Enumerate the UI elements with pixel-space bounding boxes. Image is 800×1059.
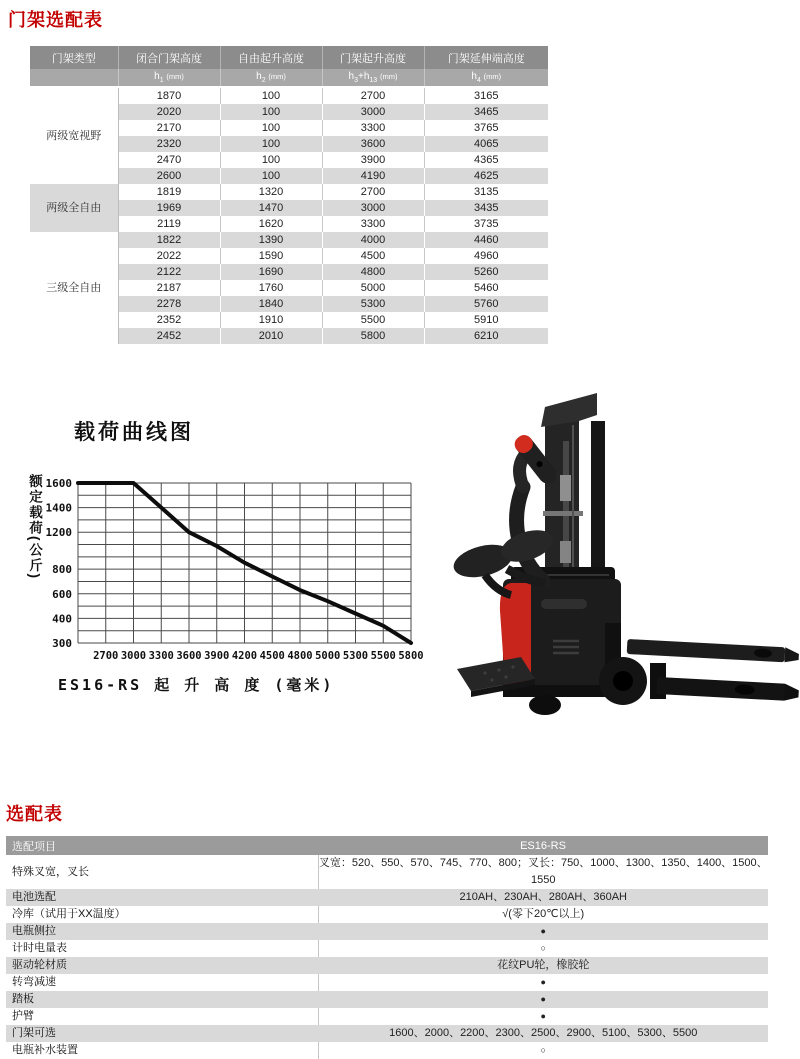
load-chart-x-axis-label: ES16-RS 起 升 高 度 (毫米): [58, 676, 335, 694]
mast-type-cell: 两级宽视野: [30, 87, 118, 184]
option-item-value: ●: [540, 977, 546, 987]
options-header-row: [6, 836, 768, 855]
mast-value-cell: 1620: [220, 216, 322, 232]
option-item-label: 驱动轮材质: [6, 957, 318, 974]
mast-table-head: [30, 46, 548, 87]
mast-value-cell: 5300: [322, 296, 424, 312]
mast-value-cell: 100: [220, 152, 322, 168]
mast-value-cell: 1910: [220, 312, 322, 328]
mast-value-cell: 2320: [118, 136, 220, 152]
mast-subcolumn-header: $h_3+h_{13}$ (mm): [322, 69, 424, 87]
options-table-body: [6, 855, 768, 1059]
mast-value-cell: 2020: [118, 104, 220, 120]
mast-value-cell: 2470: [118, 152, 220, 168]
y-tick-label: 1400: [45, 501, 72, 515]
mast-value-cell: 4500: [322, 248, 424, 264]
mast-value-cell: 5800: [322, 328, 424, 344]
mast-value-cell: 3900: [322, 152, 424, 168]
options-table-row: [6, 1025, 768, 1042]
mast-value-cell: 3600: [322, 136, 424, 152]
mast-value-cell: 3765: [424, 120, 548, 136]
product-image: [445, 383, 800, 728]
option-item-label: 踏板: [6, 991, 318, 1008]
options-table: [6, 836, 768, 1059]
mast-value-cell: 4000: [322, 232, 424, 248]
x-tick-label: 4800: [287, 650, 313, 662]
mast-value-cell: 1840: [220, 296, 322, 312]
mast-value-cell: 5260: [424, 264, 548, 280]
mast-value-cell: 4625: [424, 168, 548, 184]
y-tick-label: 1600: [45, 477, 72, 490]
mast-value-cell: 5910: [424, 312, 548, 328]
mast-value-cell: 5760: [424, 296, 548, 312]
option-item-label: 特殊叉宽，叉长: [6, 855, 318, 889]
mast-subcolumn-header: [30, 69, 118, 87]
mast-table-row: [30, 87, 548, 104]
option-item-label: 计时电量表: [6, 940, 318, 957]
mast-value-cell: 1320: [220, 184, 322, 200]
x-tick-label: 5300: [342, 650, 369, 662]
option-item-label: 电池选配: [6, 889, 318, 906]
mast-subcolumn-header: $h_4$ (mm): [424, 69, 548, 87]
mast-header-row: [30, 46, 548, 69]
mast-value-cell: 1390: [220, 232, 322, 248]
mast-value-cell: 4960: [424, 248, 548, 264]
mast-value-cell: 2452: [118, 328, 220, 344]
x-tick-label: 2700: [93, 650, 119, 662]
mast-value-cell: 3165: [424, 87, 548, 104]
mast-value-cell: 3000: [322, 104, 424, 120]
mast-value-cell: 2352: [118, 312, 220, 328]
stacker-forks: [599, 623, 799, 705]
x-tick-label: 5800: [398, 650, 424, 662]
mast-value-cell: 100: [220, 87, 322, 104]
option-item-label: 护臂: [6, 1008, 318, 1025]
mast-value-cell: 4365: [424, 152, 548, 168]
mast-value-cell: 5500: [322, 312, 424, 328]
options-table-row: [6, 1008, 768, 1025]
mast-value-cell: 2170: [118, 120, 220, 136]
options-table-row: [6, 957, 768, 974]
mast-type-cell: 三级全自由: [30, 232, 118, 344]
mast-value-cell: 1690: [220, 264, 322, 280]
option-item-label: 电瓶补水装置: [6, 1042, 318, 1059]
mast-table-body: [30, 87, 548, 344]
y-tick-label: 800: [52, 563, 72, 577]
option-item-value: 1600、2000、2200、2300、2500、2900、5100、5300、5500: [389, 1027, 698, 1039]
mast-value-cell: 2010: [220, 328, 322, 344]
mast-type-cell: 两级全自由: [30, 184, 118, 232]
mast-value-cell: 3300: [322, 216, 424, 232]
mast-value-cell: 5460: [424, 280, 548, 296]
mast-value-cell: 2700: [322, 184, 424, 200]
options-table-row: [6, 940, 768, 957]
mast-value-cell: 1470: [220, 200, 322, 216]
mast-value-cell: 4800: [322, 264, 424, 280]
mast-value-cell: 3435: [424, 200, 548, 216]
mast-table-row: [30, 232, 548, 248]
mast-options-table: [30, 46, 548, 344]
mast-table-row: [30, 184, 548, 200]
mast-value-cell: 1819: [118, 184, 220, 200]
option-item-value: 花纹PU轮，橡胶轮: [497, 959, 590, 971]
load-chart-title: 载荷曲线图: [74, 421, 194, 444]
mast-value-cell: 3300: [322, 120, 424, 136]
options-table-row: [6, 889, 768, 906]
mast-value-cell: 1822: [118, 232, 220, 248]
option-item-value: 叉宽：520、550、570、745、770、800；叉长：750、1000、1300、1350、1400、1500、1550: [318, 857, 768, 886]
x-tick-label: 4200: [231, 650, 258, 662]
mast-value-cell: 2700: [322, 87, 424, 104]
mast-column-header: 门架类型: [30, 46, 118, 69]
options-model-column-header: ES16-RS: [318, 836, 768, 855]
options-table-head: [6, 836, 768, 855]
option-item-value: ●: [540, 994, 546, 1004]
mast-value-cell: 3135: [424, 184, 548, 200]
mast-value-cell: 2187: [118, 280, 220, 296]
mast-value-cell: 2600: [118, 168, 220, 184]
option-item-value: 210AH、230AH、280AH、360AH: [459, 891, 628, 903]
mast-value-cell: 3735: [424, 216, 548, 232]
mast-column-header: 门架起升高度: [322, 46, 424, 69]
mast-value-cell: 3000: [322, 200, 424, 216]
option-item-label: 转弯减速: [6, 974, 318, 991]
option-item-value: ●: [540, 1011, 546, 1021]
x-tick-label: 3300: [148, 650, 174, 662]
mast-column-header: 闭合门架高度: [118, 46, 220, 69]
mast-table-title: 门架选配表: [8, 10, 103, 30]
option-item-value: √(零下20℃以上): [502, 908, 585, 920]
mast-value-cell: 100: [220, 104, 322, 120]
option-item-label: 门架可选: [6, 1025, 318, 1042]
mast-value-cell: 5000: [322, 280, 424, 296]
mast-column-header: 自由起升高度: [220, 46, 322, 69]
mast-subcolumn-header: $h_2$ (mm): [220, 69, 322, 87]
x-tick-label: 4500: [259, 650, 285, 662]
load-chart-y-axis-label: 额定载荷(公斤): [27, 474, 42, 580]
mast-value-cell: 1760: [220, 280, 322, 296]
option-item-value: ●: [540, 926, 546, 936]
mast-value-cell: 100: [220, 120, 322, 136]
mast-value-cell: 2122: [118, 264, 220, 280]
y-tick-label: 300: [52, 637, 72, 650]
y-tick-label: 1200: [45, 526, 72, 540]
y-tick-label: 400: [52, 612, 72, 626]
options-table-row: [6, 923, 768, 940]
mast-subcolumn-header: $h_1$ (mm): [118, 69, 220, 87]
x-tick-label: 3000: [120, 650, 147, 662]
mast-value-cell: 4065: [424, 136, 548, 152]
options-table-row: [6, 991, 768, 1008]
mast-subheader-row: [30, 69, 548, 87]
option-item-value: ○: [540, 943, 546, 953]
options-table-row: [6, 974, 768, 991]
x-tick-label: 3900: [204, 650, 230, 662]
x-tick-label: 3600: [176, 650, 202, 662]
mast-column-header: 门架延伸端高度: [424, 46, 548, 69]
mast-value-cell: 6210: [424, 328, 548, 344]
options-table-row: [6, 855, 768, 889]
mast-value-cell: 1870: [118, 87, 220, 104]
mast-value-cell: 3465: [424, 104, 548, 120]
option-item-value: ○: [540, 1045, 546, 1055]
option-item-label: 冷库（试用于XX温度）: [6, 906, 318, 923]
mast-value-cell: 1590: [220, 248, 322, 264]
y-tick-label: 600: [52, 587, 72, 601]
x-tick-label: 5000: [315, 650, 341, 662]
options-table-row: [6, 906, 768, 923]
mast-value-cell: 100: [220, 136, 322, 152]
options-item-column-header: 选配项目: [6, 836, 318, 855]
mast-value-cell: 2022: [118, 248, 220, 264]
mast-value-cell: 2119: [118, 216, 220, 232]
mast-value-cell: 4460: [424, 232, 548, 248]
mast-value-cell: 100: [220, 168, 322, 184]
options-table-title: 选配表: [6, 804, 63, 824]
mast-value-cell: 2278: [118, 296, 220, 312]
options-table-row: [6, 1042, 768, 1059]
mast-value-cell: 4190: [322, 168, 424, 184]
load-curve-chart: [24, 455, 426, 673]
option-item-label: 电瓶侧拉: [6, 923, 318, 940]
mast-value-cell: 1969: [118, 200, 220, 216]
x-tick-label: 5500: [370, 650, 396, 662]
